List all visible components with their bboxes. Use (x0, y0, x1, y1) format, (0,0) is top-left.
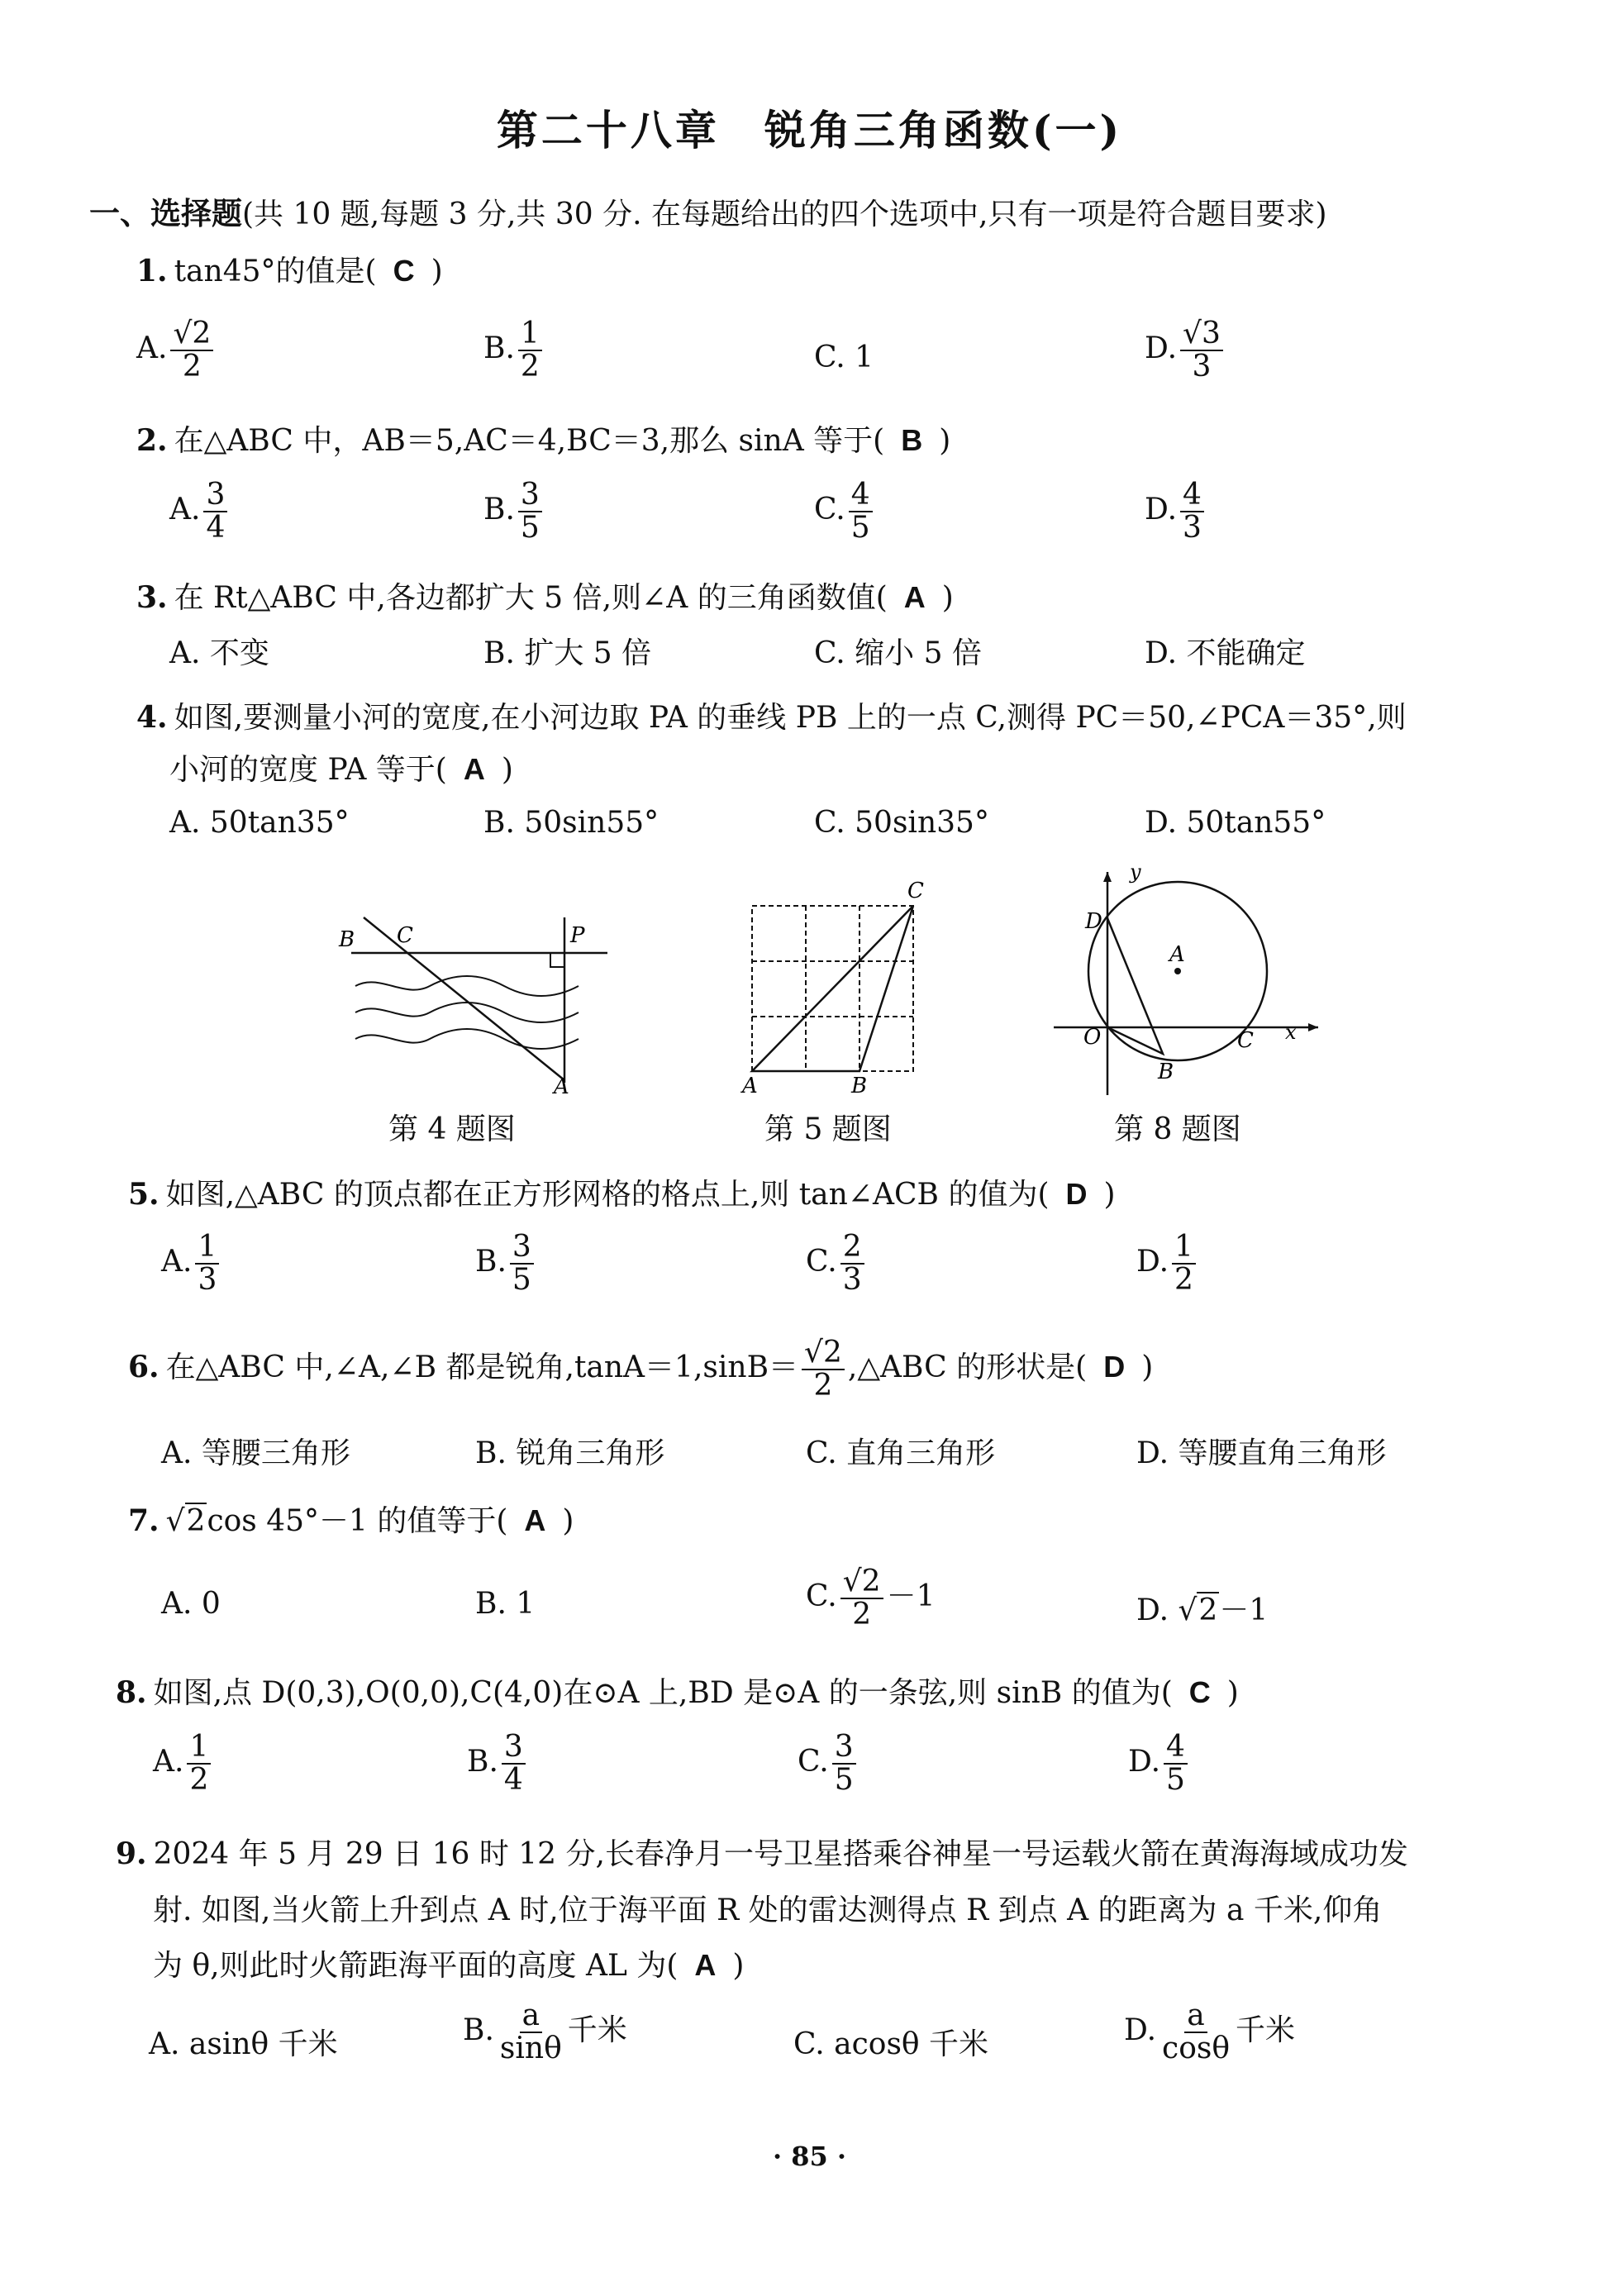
wave-1 (355, 976, 579, 996)
figure-4-caption: 第 4 题图 (388, 1112, 516, 1146)
q4-option-b: B. 50sin55° (483, 806, 660, 840)
q8-option-c: C. $\frac{3}{5}$ (798, 1732, 859, 1796)
q6-option-a: A. 等腰三角形 (161, 1436, 350, 1470)
fig8-label-x: x (1285, 1021, 1297, 1044)
question-1-stem: 1. tan45°的值是( C ) (136, 254, 443, 288)
question-6-stem: 6. 在△ABC 中,∠A,∠B 都是锐角,tanA＝1,sinB＝ $\frac{√2}{2}$ ,△ABC 的形状是( D ) (128, 1336, 1154, 1403)
figure-5-grid (727, 876, 942, 1099)
answer-6: D (1103, 1349, 1126, 1384)
q3-option-d: D. 不能确定 (1145, 636, 1306, 670)
q1-option-c: C. 1 (814, 341, 874, 374)
y-axis-arrow (1103, 872, 1112, 882)
fig8-label-o: O (1083, 1025, 1102, 1050)
q9-option-c: C. acosθ 千米 (793, 2027, 989, 2061)
answer-1: C (393, 254, 415, 288)
q9-option-b: B. $\frac{a}{\sin\theta}$ 千米 (463, 1998, 627, 2065)
line-ca (364, 917, 564, 1080)
q7-option-d: D. √2－1 (1136, 1593, 1269, 1627)
q5-option-b: B. $\frac{3}{5}$ (475, 1231, 537, 1296)
q7-option-a: A. 0 (161, 1587, 221, 1621)
question-8-stem: 8. 如图,点 D(0,3),O(0,0),C(4,0)在⊙A 上,BD 是⊙A 的一条弦,则 sinB 的值为( C ) (116, 1675, 1239, 1710)
q2-option-c: C. $\frac{4}{5}$ (814, 479, 876, 544)
fig8-label-c: C (1237, 1028, 1254, 1053)
answer-8: C (1188, 1675, 1211, 1709)
q7-option-b: B. 1 (475, 1587, 536, 1621)
q2-option-b: B. $\frac{3}{5}$ (483, 479, 545, 544)
q3-option-b: B. 扩大 5 倍 (483, 636, 652, 670)
question-4-stem: 4. 如图,要测量小河的宽度,在小河边取 PA 的垂线 PB 上的一点 C,测得 PC＝50,∠PCA＝35°,则 (136, 700, 1407, 735)
q6-option-d: D. 等腰直角三角形 (1136, 1436, 1387, 1470)
q5-option-a: A. $\frac{1}{3}$ (161, 1231, 222, 1296)
q6-option-b: B. 锐角三角形 (475, 1436, 665, 1470)
figure-5-caption: 第 5 题图 (764, 1112, 892, 1146)
figure-8-caption: 第 8 题图 (1114, 1112, 1241, 1146)
q4-option-a: A. 50tan35° (169, 806, 350, 840)
section-label: 一、选择题 (89, 195, 242, 231)
fig5-label-a: A (742, 1074, 758, 1098)
fig5-label-c: C (907, 879, 924, 903)
q7-option-c: C. $\frac{√2}{2}$ －1 (806, 1565, 936, 1631)
q9-option-d: D. $\frac{a}{\cos\theta}$ 千米 (1124, 1998, 1296, 2065)
fig5-label-b: B (851, 1074, 868, 1098)
question-3-stem: 3. 在 Rt△ABC 中,各边都扩大 5 倍,则∠A 的三角函数值( A ) (136, 580, 954, 615)
center-a-dot (1174, 968, 1181, 974)
q6-option-c: C. 直角三角形 (806, 1436, 996, 1470)
q9-option-a: A. asinθ 千米 (149, 2027, 338, 2061)
q8-option-a: A. $\frac{1}{2}$ (153, 1732, 214, 1796)
figure-4-river (331, 897, 628, 1095)
page-title: 第二十八章 锐角三角函数(一) (496, 106, 1123, 155)
q5-option-c: C. $\frac{2}{3}$ (806, 1231, 868, 1296)
q1-option-b: B. $\frac{1}{2}$ (483, 318, 545, 383)
fig8-label-b: B (1158, 1060, 1174, 1084)
triangle-abc (752, 906, 913, 1071)
question-5-stem: 5. 如图,△ABC 的顶点都在正方形网格的格点上,则 tan∠ACB 的值为( D ) (128, 1177, 1116, 1212)
q3-option-c: C. 缩小 5 倍 (814, 636, 982, 670)
fig8-label-y: y (1130, 864, 1141, 884)
fig8-label-d: D (1085, 909, 1102, 934)
x-axis-arrow (1308, 1023, 1318, 1031)
answer-7: A (524, 1503, 546, 1537)
fig4-label-c: C (397, 923, 413, 948)
figure-8-circle (1045, 864, 1326, 1099)
section-heading (89, 188, 1327, 233)
q4-option-c: C. 50sin35° (814, 806, 989, 840)
question-9-stem: 9. 2024 年 5 月 29 日 16 时 12 分,长春净月一号卫星搭乘谷神星一号运载火箭在黄海海域成功发 (116, 1836, 1408, 1871)
q2-option-a: A. $\frac{3}{4}$ (169, 479, 231, 544)
fig4-label-p: P (570, 923, 585, 948)
right-angle-mark (550, 953, 564, 967)
fig4-label-a: A (554, 1074, 569, 1095)
answer-2: B (901, 423, 923, 457)
fig8-label-a: A (1169, 942, 1185, 967)
q8-option-d: D. $\frac{4}{5}$ (1128, 1732, 1191, 1796)
question-9-stem-line3: 为 θ,则此时火箭距海平面的高度 AL 为( A ) (153, 1948, 745, 1983)
answer-3: A (903, 580, 926, 614)
q1-option-d: D. $\frac{√3}{3}$ (1145, 318, 1226, 383)
q5-option-d: D. $\frac{1}{2}$ (1136, 1231, 1199, 1296)
question-7-stem: 7. √2cos 45°－1 的值等于( A ) (128, 1503, 574, 1538)
q1-option-a: A. $\frac{√2}{2}$ (136, 318, 217, 383)
fig4-label-b: B (339, 927, 355, 952)
question-9-stem-line2: 射. 如图,当火箭上升到点 A 时,位于海平面 R 处的雷达测得点 R 到点 A 的距离为 a 千米,仰角 (153, 1893, 1383, 1927)
section-note: (共 10 题,每题 3 分,共 30 分. 在每题给出的四个选项中,只有一项是符合题目要求) (242, 198, 1327, 231)
answer-5: D (1065, 1177, 1088, 1211)
q4-option-d: D. 50tan55° (1145, 806, 1326, 840)
question-4-stem-line2: 小河的宽度 PA 等于( A ) (169, 752, 513, 787)
answer-9: A (694, 1948, 717, 1982)
chords-bd-bo (1107, 918, 1163, 1054)
q2-option-d: D. $\frac{4}{3}$ (1145, 479, 1207, 544)
answer-4: A (463, 752, 485, 786)
wave-2 (355, 1003, 579, 1022)
q8-option-b: B. $\frac{3}{4}$ (467, 1732, 529, 1796)
page-number: · 85 · (772, 2141, 847, 2172)
question-2-stem: 2. 在△ABC 中，AB＝5,AC＝4,BC＝3,那么 sinA 等于( B ) (136, 423, 951, 458)
q3-option-a: A. 不变 (169, 636, 269, 670)
wave-3 (355, 1029, 579, 1049)
